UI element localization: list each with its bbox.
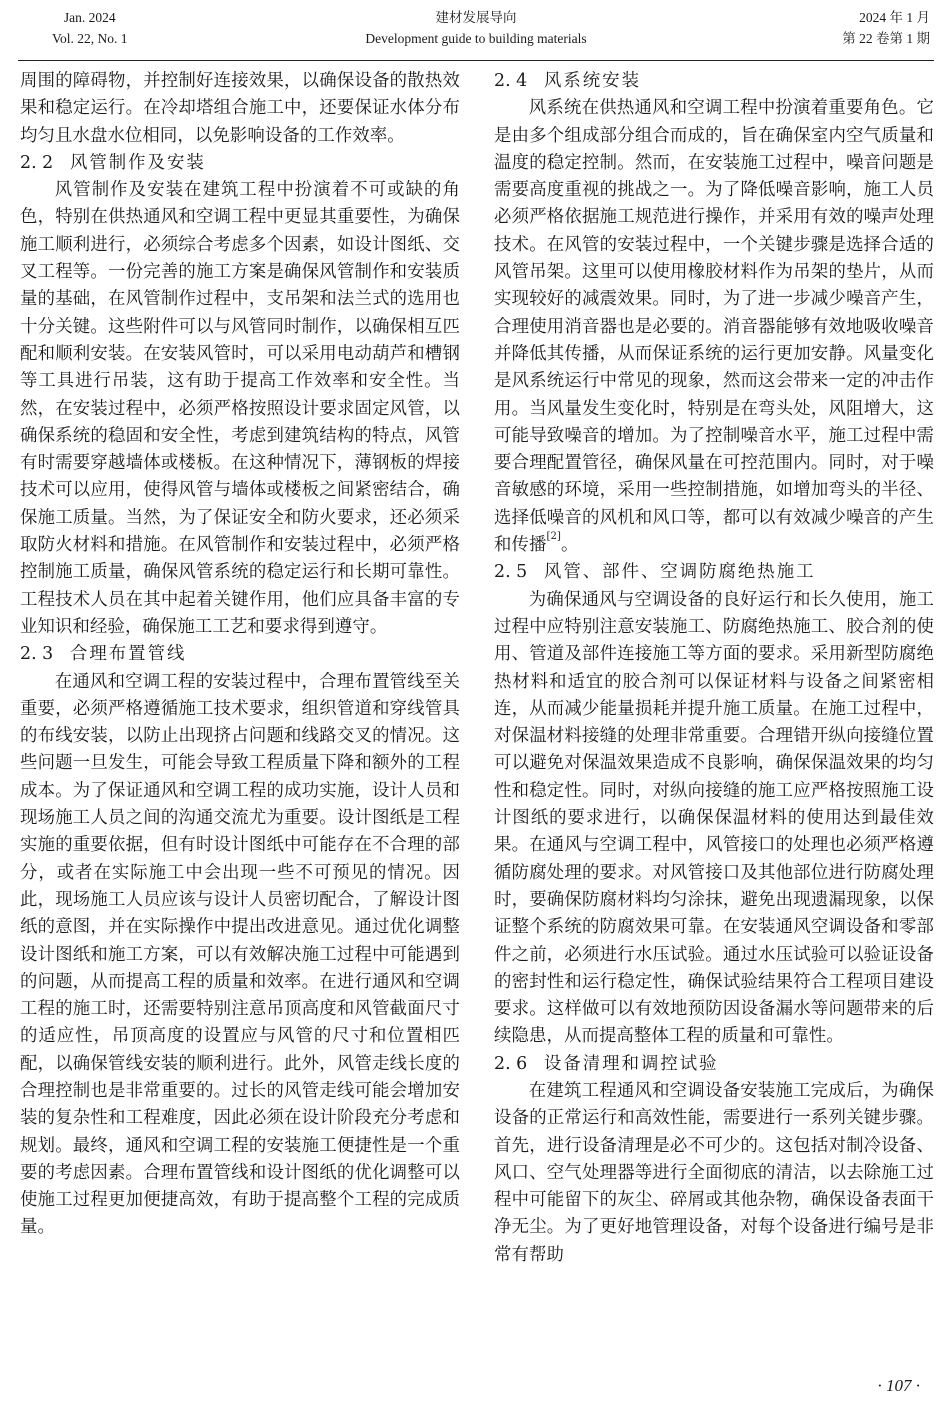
section-heading-2-2: [20, 150, 460, 177]
section-heading-2-4: [494, 68, 934, 95]
section-number: 2. 6: [494, 1053, 528, 1074]
section-number: 2. 2: [20, 152, 54, 173]
left-column: [20, 68, 460, 1242]
section-title: 风管、部件、空调防腐绝热施工: [544, 562, 816, 583]
header-volume-en: Vol. 22, No. 1: [52, 31, 128, 46]
section-number: 2. 4: [494, 71, 528, 91]
header-date-en: Jan. 2024: [63, 10, 116, 25]
citation-ref[interactable]: [2]: [546, 531, 561, 543]
header-date-cn: 2024 年 1 月: [859, 10, 930, 25]
journal-title-en: Development guide to building materials: [365, 31, 587, 46]
header-date-volume-cn: [842, 7, 930, 49]
section-heading-2-6: [494, 1051, 934, 1078]
paragraph-2-6: 在建筑工程通风和空调设备安装施工完成后，为确保设备的正常运行和高效性能，需要进行一系列关键步骤。首先，进行设备清理是必不可少的。这包括对制冷设备、风口、空气处理器等进行全面彻底的清洁，以去除施工过程中可能留下的灰尘、碎屑或其他杂物，确保设备表面干净无尘。为了更好地管理设备，对每个设备进行编号是非常有帮助: [494, 1080, 934, 1265]
header-volume-cn: 第 22 卷第 1 期: [842, 31, 930, 46]
header-journal-title: [18, 7, 934, 49]
paragraph-2-2: 风管制作及安装在建筑工程中扮演着不可或缺的角色，特别在供热通风和空调工程中更显其重要性，为确保施工顺利进行，必须综合考虑多个因素，如设计图纸、交叉工程等。一份完善的施工方案是确保风管制作和安装质量的基础，在风管制作过程中，支吊架和法兰式的选用也十分关键。这些附件可以与风管同时制作，以确保相互匹配和顺利安装。在安装风管时，可以采用电动葫芦和槽钢等工具进行吊装，这有助于提高工作效率和安全性。当然，在安装过程中，必须严格按照设计要求固定风管，以确保系统的稳固和安全性，考虑到建筑结构的特点，风管有时需要穿越墙体或楼板。在这种情况下，薄钢板的焊接技术可以应用，使得风管与墙体或楼板之间紧密结合，确保施工质量。当然，为了保证安全和防火要求，还必须采取防火材料和措施。在风管制作和安装过程中，必须严格控制施工质量，确保风管系统的稳定运行和长期可靠性。工程技术人员在其中起着关键作用，他们应具备丰富的专业知识和经验，确保施工工艺和要求得到遵守。: [20, 180, 460, 637]
section-title: 设备清理和调控试验: [544, 1053, 719, 1074]
paragraph-2-4-end: 。: [560, 535, 579, 556]
section-number: 2. 3: [20, 644, 54, 665]
journal-title-cn: 建材发展导向: [435, 10, 517, 25]
paragraph-2-5: 为确保通风与空调设备的良好运行和长久使用，施工过程中应特别注意安装施工、防腐绝热施工、胶合剂的使用、管道及部件连接施工等方面的要求。采用新型防腐绝热材料和适宜的胶合剂可以保证材料与设备之间紧密相连，从而减少能量损耗并提升施工质量。在施工过程中，对保温材料接缝的处理非常重要。合理错开纵向接缝位置可以避免对保温效果造成不良影响，确保保温效果的均匀性和稳定性。同时，对纵向接缝的施工应严格按照施工设计图纸的要求进行，以确保保温材料的使用达到最佳效果。在通风与空调工程中，风管接口的处理也必须严格遵循防腐处理的要求。对风管接口及其他部位进行防腐处理时，要确保防腐材料均匀涂抹，避免出现遗漏现象，以保证整个系统的防腐效果可靠。在安装通风空调设备和零部件之前，必须进行水压试验。通过水压试验可以验证设备的密封性和运行稳定性，确保试验结果符合工程项目建设要求。这样做可以有效地预防因设备漏水等问题带来的后续隐患，从而提高整体工程的质量和可靠性。: [494, 589, 934, 1047]
paragraph-2-3: 在通风和空调工程的安装过程中，合理布置管线至关重要，必须严格遵循施工技术要求，组织管道和穿线管具的布线安装，以防止出现挤占问题和线路交叉的情况。这些问题一旦发生，可能会导致工程质量下降和额外的工程成本。为了保证通风和空调工程的成功实施，设计人员和现场施工人员之间的沟通交流尤为重要。设计图纸是工程实施的重要依据，但有时设计图纸中可能存在不合理的部分，或者在实际施工中会出现一些不可预见的情况。因此，现场施工人员应该与设计人员密切配合，了解设计图纸的意图，并在实际操作中提出改进意见。通过优化调整设计图纸和施工方案，可以有效解决施工过程中可能遇到的问题，从而提高工程的质量和效率。在进行通风和空调工程的施工时，还需要特别注意吊顶高度和风管截面尺寸的适应性，吊顶高度的设置应与风管的尺寸和位置相匹配，以确保管线安装的顺利进行。此外，风管走线长度的合理控制也是非常重要的。过长的风管走线可能会增加安装的复杂性和工程难度，因此必须在设计阶段充分考虑和规划。最终，通风和空调工程的安装施工便捷性是一个重要的考虑因素。合理布置管线和设计图纸的优化调整可以使施工过程更加便捷高效，有助于提高整个工程的完成质量。: [20, 671, 460, 1238]
paragraph-continued: 周围的障碍物，并控制好连接效果，以确保设备的散热效果和稳定运行。在冷却塔组合施工中，还要保证水体分布均匀且水盘水位相同，以免影响设备的工作效率。: [20, 71, 460, 146]
paragraph-2-4: [494, 95, 934, 559]
right-column: [494, 68, 934, 1269]
running-header: [18, 0, 934, 61]
section-title: 风系统安装: [544, 71, 641, 91]
section-heading-2-3: [20, 641, 460, 668]
section-title: 风管制作及安装: [70, 152, 206, 173]
section-number: 2. 5: [494, 562, 528, 583]
section-title: 合理布置管线: [70, 644, 187, 665]
section-heading-2-5: [494, 559, 934, 586]
page-number: · 107 ·: [877, 1376, 920, 1395]
paragraph-2-4-text: 风系统在供热通风和空调工程中扮演着重要角色。它是由多个组成部分组合而成的，旨在确保室内空气质量和温度的稳定控制。然而，在安装施工过程中，噪音问题是需要高度重视的挑战之一。为了降低噪音影响，施工人员必须严格依据施工规范进行操作，并采用有效的噪声处理技术。在风管的安装过程中，一个关键步骤是选择合适的风管吊架。这里可以使用橡胶材料作为吊架的垫片，从而实现较好的减震效果。同时，为了进一步减少噪音产生，合理使用消音器也是必要的。消音器能够有效地吸收噪音并降低其传播，从而保证系统的运行更加安静。风量变化是风系统运行中常见的现象，然而这会带来一定的冲击作用。当风量发生变化时，特别是在弯头处，风阻增大，这可能导致噪音的增加。为了控制噪音水平，施工过程中需要合理配置管径，确保风量在可控范围内。同时，对于噪音敏感的环境，采用一些控制措施，如增加弯头的半径、选择低噪音的风机和风口等，都可以有效减少噪音的产生和传播: [494, 98, 934, 556]
